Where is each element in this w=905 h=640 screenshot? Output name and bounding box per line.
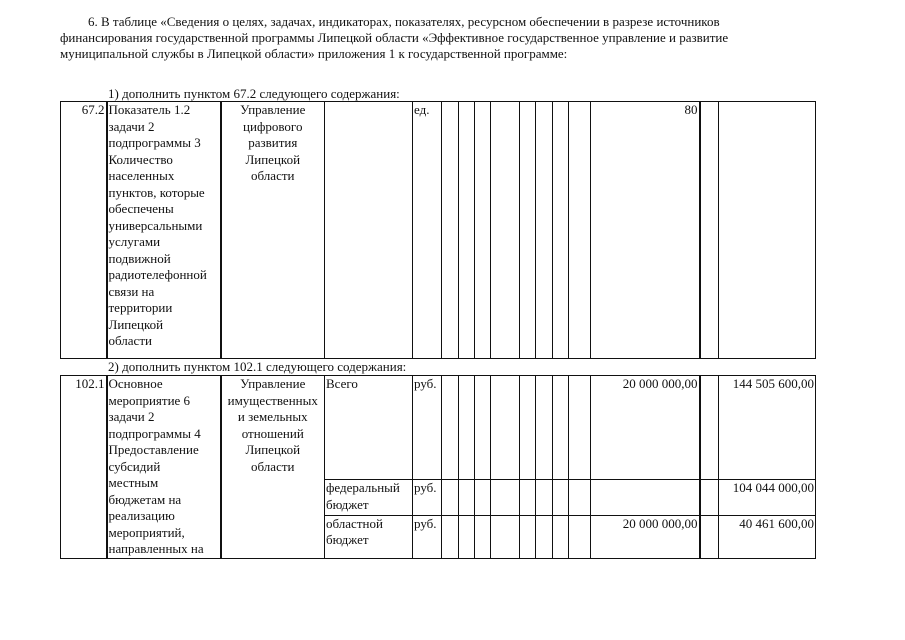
intro-line-3: муниципальной службы в Липецкой области» приложения 1 к государственной программе: (60, 46, 568, 61)
indicator-name-line: подвижной (108, 250, 171, 266)
measure-name-line: задачи 2 (108, 409, 155, 424)
indicator-name (107, 102, 221, 359)
measure-name-line: бюджетам на (108, 491, 182, 507)
measure-name-line: Основное (108, 376, 163, 391)
indicator-name-line: Количество (108, 151, 173, 167)
indicator-name-line: связи на (108, 283, 155, 299)
executor-line: Управление (240, 102, 306, 117)
executor-line: и земельных (237, 409, 308, 424)
unit-cell: руб. (413, 480, 442, 515)
measure-name-line: местным (108, 475, 159, 490)
section2-heading: 2) дополнить пунктом 102.1 следующего содержания: (108, 359, 407, 374)
indicator-name-line: обеспечены (108, 201, 174, 216)
indicator-name-line: населенных (108, 168, 175, 183)
indicator-name-line: области (108, 333, 152, 348)
table-67-2 (60, 101, 816, 359)
intro-line-2: финансирования государственной программы Липецкой области «Эффективное государственное управление и развитие (60, 30, 729, 45)
value-2020 (591, 480, 700, 515)
value-total: 104 044 000,00 (719, 480, 816, 515)
executor-line: имущественных (227, 392, 318, 408)
measure-name-line: Предоставление (108, 442, 199, 457)
indicator-name-line: подпрограммы 3 (108, 135, 201, 150)
indicator-name-line: Показатель 1.2 (108, 102, 191, 117)
executor (221, 376, 325, 559)
measure-name-line: субсидий (108, 458, 161, 474)
executor-line: области (251, 168, 295, 183)
indicator-name-line: территории (108, 300, 173, 315)
value-2020: 20 000 000,00 (591, 376, 700, 480)
indicator-name-line: Липецкой (108, 316, 164, 332)
row-number: 102.1 (61, 376, 107, 559)
executor-line: Липецкой (245, 442, 301, 457)
executor-line: отношений (241, 425, 304, 441)
executor-line: Управление (240, 376, 306, 391)
intro-paragraph (60, 14, 846, 62)
measure-name-line: мероприятие 6 (108, 392, 191, 408)
executor-line: области (251, 458, 295, 474)
indicator-name-line: пунктов, которые (108, 184, 205, 200)
measure-name-line: подпрограммы 4 (108, 425, 201, 441)
executor-line: Липецкой (245, 151, 301, 167)
source-cell (325, 102, 413, 359)
unit-cell: руб. (413, 515, 442, 558)
intro-line-1: 6. В таблице «Сведения о целях, задачах, индикаторах, показателях, ресурсном обеспечении в разрезе источников (88, 14, 720, 29)
measure-name-line: реализацию (108, 508, 175, 523)
source-cell: областной бюджет (325, 515, 413, 558)
executor-line: цифрового (243, 118, 303, 134)
value-2020: 20 000 000,00 (591, 515, 700, 558)
executor (221, 102, 325, 359)
executor-line: развития (248, 135, 298, 150)
source-cell: Всего (325, 376, 413, 480)
indicator-name-line: задачи 2 (108, 118, 155, 134)
section1-heading: 1) дополнить пунктом 67.2 следующего содержания: (108, 86, 400, 101)
value-cell: 80 (591, 102, 700, 359)
measure-name-line: направленных на (108, 541, 204, 556)
unit-cell: ед. (413, 102, 442, 359)
unit-cell: руб. (413, 376, 442, 480)
measure-name (107, 376, 221, 559)
source-cell: федеральный бюджет (325, 480, 413, 515)
indicator-name-line: универсальными (108, 217, 203, 233)
value-total: 40 461 600,00 (719, 515, 816, 558)
value-total: 144 505 600,00 (719, 376, 816, 480)
measure-name-line: мероприятий, (108, 524, 185, 540)
table-row (61, 102, 816, 359)
table-row (61, 376, 816, 480)
indicator-name-line: услугами (108, 234, 161, 249)
table-102-1 (60, 375, 816, 559)
row-number: 67.2 (61, 102, 107, 359)
indicator-name-line: радиотелефонной (108, 267, 207, 282)
